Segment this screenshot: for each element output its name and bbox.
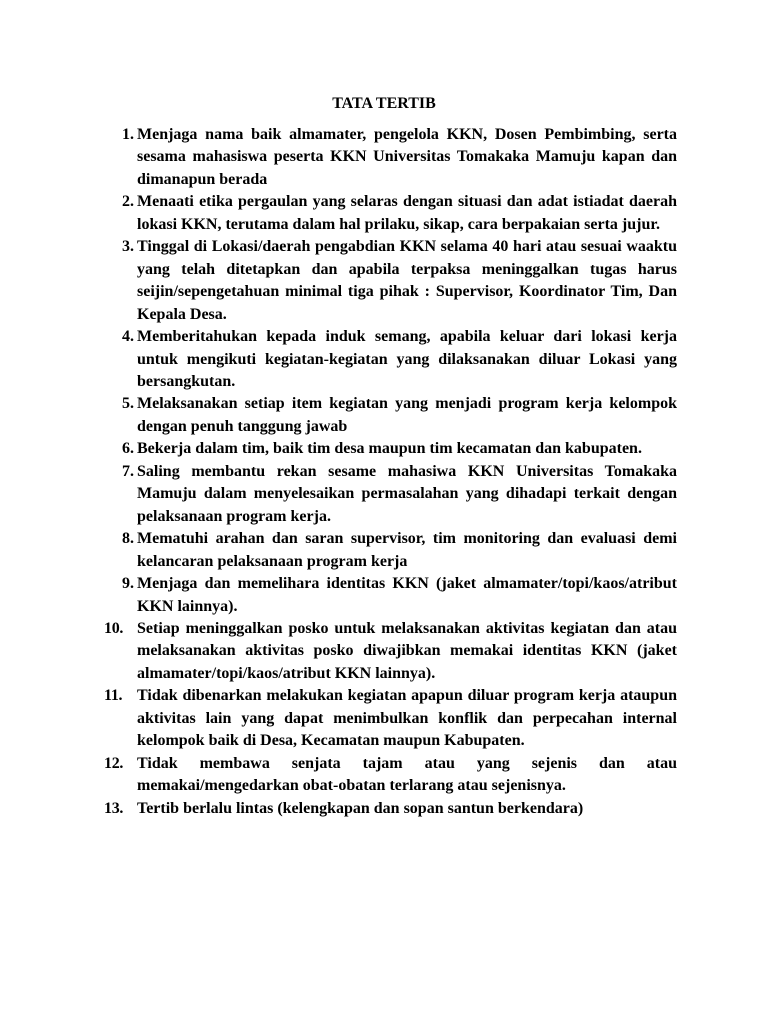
- rule-item-8: [104, 528, 677, 573]
- rule-text: Mematuhi arahan dan saran supervisor, tim monitoring dan evaluasi demi kelancaran pelaksanaan program kerja: [137, 530, 677, 570]
- rule-text: Bekerja dalam tim, baik tim desa maupun tim kecamatan dan kabupaten.: [137, 440, 642, 458]
- rule-text: Tertib berlalu lintas (kelengkapan dan sopan santun berkendara): [137, 799, 584, 817]
- rule-item-10: [104, 618, 677, 685]
- rule-item-7: [104, 461, 677, 528]
- rule-number: 1.: [122, 126, 134, 143]
- document-title: [0, 93, 768, 115]
- rule-item-12: [104, 753, 677, 798]
- rule-number: 6.: [122, 440, 134, 458]
- rule-item-1: [104, 124, 677, 191]
- rule-text: Menjaga dan memelihara identitas KKN (jaket almamater/topi/kaos/atribut KKN lainnya).: [137, 575, 677, 615]
- rule-number: 9.: [122, 575, 134, 593]
- document-title-text: TATA TERTIB: [332, 95, 436, 112]
- rule-number: 4.: [122, 328, 134, 346]
- rule-number: 10.: [104, 619, 124, 637]
- rule-number: 2.: [122, 193, 134, 211]
- rule-number: 8.: [122, 530, 134, 548]
- rule-item-2: [104, 191, 677, 236]
- rule-number: 3.: [122, 238, 134, 256]
- rule-text: Tinggal di Lokasi/daerah pengabdian KKN selama 40 hari atau sesuai waaktu yang telah ditetapkan dan apabila terpaksa meninggalkan tugas harus seijin/sepengetahuan minimal tiga pihak : Supervisor, Koordinator Tim, Dan Kepala Desa.: [137, 238, 677, 323]
- rule-text: Menaati etika pergaulan yang selaras dengan situasi dan adat istiadat daerah lokasi KKN, terutama dalam hal prilaku, sikap, cara berpakaian serta jujur.: [137, 193, 677, 233]
- rules-list: [104, 124, 677, 820]
- rule-text: Setiap meninggalkan posko untuk melaksanakan aktivitas kegiatan dan atau melaksanakan aktivitas posko diwajibkan memakai identitas KKN (jaket almamater/topi/kaos/atribut KKN lainnya).: [137, 619, 677, 682]
- rule-item-4: [104, 326, 677, 393]
- rule-text: Memberitahukan kepada induk semang, apabila keluar dari lokasi kerja untuk mengikuti kegiatan-kegiatan yang dilaksanakan diluar Lokasi yang bersangkutan.: [137, 328, 677, 390]
- rule-item-11: [104, 685, 677, 752]
- rule-text: Saling membantu rekan sesame mahasiwa KKN Universitas Tomakaka Mamuju dalam menyelesaikan permasalahan yang dihadapi terkait dengan pelaksanaan program kerja.: [137, 462, 677, 525]
- rule-item-5: [104, 393, 677, 438]
- rule-number: 11.: [104, 687, 123, 705]
- rule-text: Melaksanakan setiap item kegiatan yang menjadi program kerja kelompok dengan penuh tanggung jawab: [137, 395, 677, 435]
- rule-number: 12.: [104, 754, 124, 772]
- rule-item-3: [104, 236, 677, 326]
- rule-number: 7.: [122, 462, 134, 480]
- rule-number: 5.: [122, 395, 134, 413]
- rule-item-9: [104, 573, 677, 618]
- rule-text: Menjaga nama baik almamater, pengelola KKN, Dosen Pembimbing, serta sesama mahasiswa peserta KKN Universitas Tomakaka Mamuju kapan dan dimanapun berada: [137, 126, 677, 188]
- rule-number: 13.: [104, 799, 124, 817]
- rule-text: Tidak membawa senjata tajam atau yang sejenis dan atau memakai/mengedarkan obat-obatan terlarang atau sejenisnya.: [137, 754, 677, 795]
- rule-text: Tidak dibenarkan melakukan kegiatan apapun diluar program kerja ataupun aktivitas lain yang dapat menimbulkan konflik dan perpecahan internal kelompok baik di Desa, Kecamatan maupun Kabupaten.: [137, 687, 677, 750]
- rule-item-13: [104, 798, 677, 820]
- rule-item-6: [104, 438, 677, 460]
